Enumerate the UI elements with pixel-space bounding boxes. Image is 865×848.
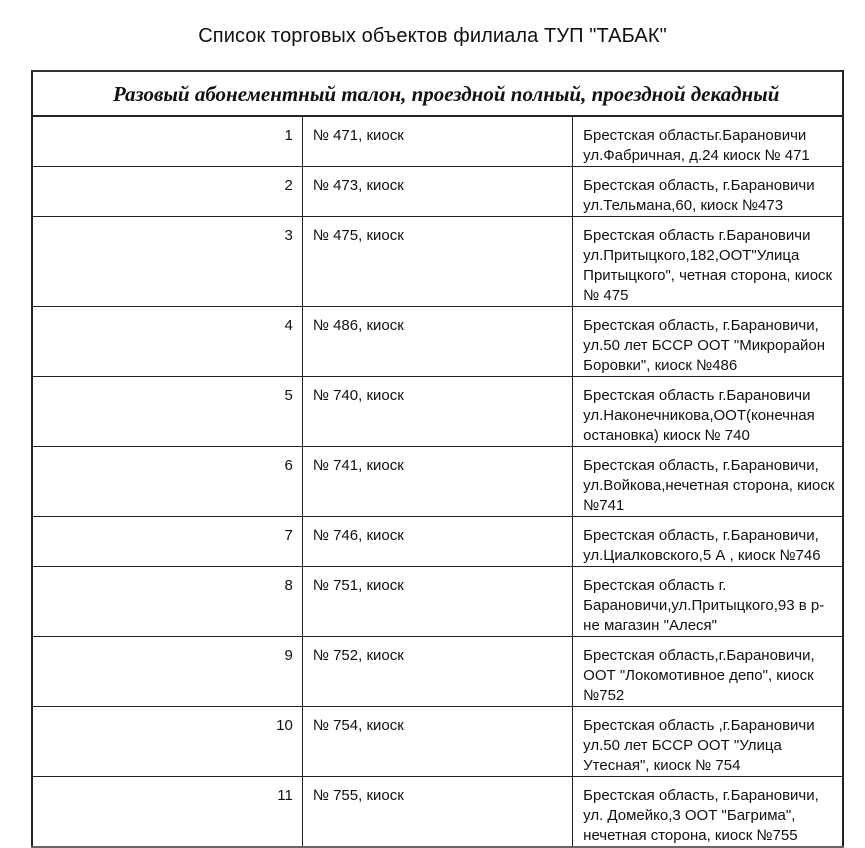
kiosk-address: Брестская область ,г.Барановичи ул.50 лет БССР ООТ "Улица Утесная", киоск № 754: [583, 717, 815, 774]
kiosk-name: № 471, киоск: [312, 127, 404, 144]
table-row: [32, 567, 843, 637]
kiosk-address: Брестская область, г.Барановичи, ул.50 лет БССР ООТ "Микрорайон Боровки", киоск №486: [583, 317, 826, 374]
table-row: [32, 307, 843, 377]
row-number: 6: [284, 457, 293, 474]
kiosk-table: [31, 70, 844, 848]
row-number: 10: [276, 717, 293, 734]
kiosk-address: Брестская область г.Барановичи ул.Притыцкого,182,ООТ"Улица Притыцкого", четная сторона, киоск № 475: [583, 227, 833, 304]
table-header: Разовый абонементный талон, проездной полный, проездной декадный: [32, 71, 843, 116]
table-row: [32, 517, 843, 567]
table-row: [32, 707, 843, 777]
kiosk-name: № 751, киоск: [312, 577, 404, 594]
table-row: [32, 447, 843, 517]
row-number: 9: [284, 647, 293, 664]
document-title: Список торговых объектов филиала ТУП "ТАБАК": [198, 25, 667, 47]
row-number: 7: [284, 527, 293, 544]
table-row: [32, 217, 843, 307]
row-number: 11: [277, 787, 293, 804]
kiosk-name: № 754, киоск: [312, 717, 404, 734]
row-number: 8: [284, 577, 293, 594]
kiosk-address: Брестская область г. Барановичи,ул.Притыцкого,93 в р-не магазин "Алеся": [583, 577, 825, 634]
kiosk-name: № 740, киоск: [312, 387, 404, 404]
row-number: 3: [284, 227, 293, 244]
kiosk-name: № 473, киоск: [312, 177, 404, 194]
kiosk-name: № 755, киоск: [312, 787, 404, 804]
kiosk-name: № 741, киоск: [312, 457, 404, 474]
kiosk-address: Брестская область, г.Барановичи, ул.Войкова,нечетная сторона, киоск №741: [583, 457, 835, 514]
kiosk-address: Брестская область, г.Барановичи ул.Тельмана,60, киоск №473: [583, 177, 815, 214]
kiosk-address: Брестская область г.Барановичи ул.Наконечникова,ООТ(конечная остановка) киоск № 740: [583, 387, 815, 444]
kiosk-name: № 486, киоск: [312, 317, 404, 334]
table-row: [32, 167, 843, 217]
table-row: [32, 116, 843, 167]
table-row: [32, 377, 843, 447]
kiosk-address: Брестская область, г.Барановичи, ул. Домейко,3 ООТ "Багрима", нечетная сторона, киоск №755: [583, 787, 819, 844]
row-number: 5: [284, 387, 293, 404]
kiosk-address: Брестская область,г.Барановичи, ООТ "Локомотивное депо", киоск №752: [583, 647, 815, 704]
kiosk-name: № 746, киоск: [312, 527, 404, 544]
kiosk-address: Брестская область, г.Барановичи, ул.Циалковского,5 А , киоск №746: [583, 527, 821, 564]
table-row: [32, 777, 843, 848]
kiosk-name: № 752, киоск: [312, 647, 404, 664]
kiosk-name: № 475, киоск: [312, 227, 404, 244]
row-number: 1: [284, 127, 293, 144]
kiosk-address: Брестская областьг.Барановичи ул.Фабричная, д.24 киоск № 471: [583, 127, 810, 164]
row-number: 4: [284, 317, 293, 334]
table-header-row: [32, 71, 843, 116]
row-number: 2: [284, 177, 293, 194]
table-row: [32, 637, 843, 707]
